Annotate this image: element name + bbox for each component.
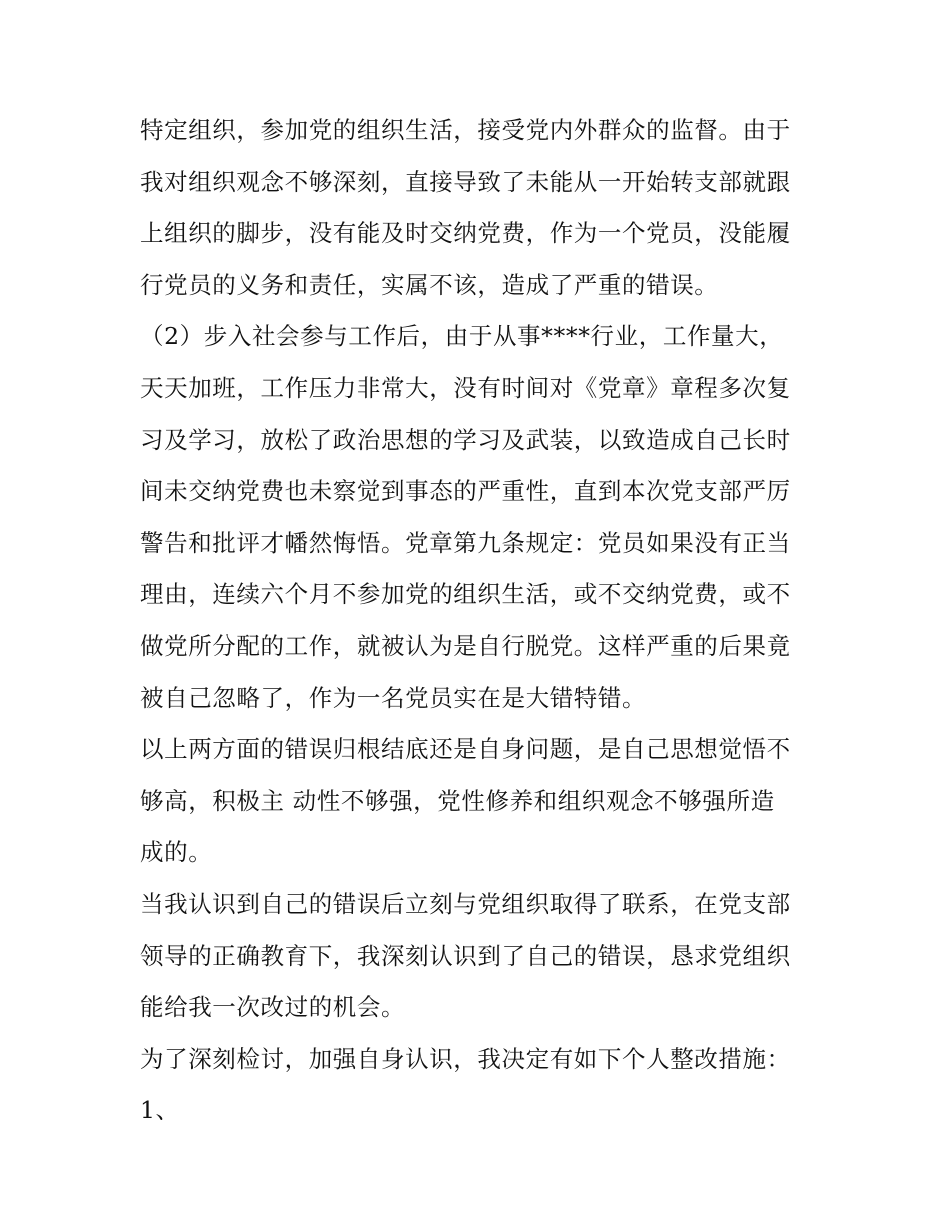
text-line: 为了深刻检讨，加强自身认识，我决定有如下个人整改措施： xyxy=(140,1044,791,1073)
text-line: 天天加班，工作压力非常大，没有时间对《党章》章程多次复 xyxy=(140,373,791,402)
text-line: （2）步入社会参与工作后，由于从事****行业，工作量大， xyxy=(140,322,784,351)
text-line: 警告和批评才幡然悔悟。党章第九条规定：党员如果没有正当 xyxy=(140,528,791,557)
text-line: 被自己忽略了，作为一名党员实在是大错特错。 xyxy=(140,683,647,712)
text-line: 上组织的脚步，没有能及时交纳党费，作为一个党员，没能履 xyxy=(140,219,791,248)
text-line: 间未交纳党费也未察觉到事态的严重性，直到本次党支部严厉 xyxy=(140,477,791,506)
text-line: 行党员的义务和责任，实属不该，造成了严重的错误。 xyxy=(140,270,719,299)
document-body xyxy=(140,110,830,1142)
text-line: 成的。 xyxy=(140,838,213,867)
text-line: 当我认识到自己的错误后立刻与党组织取得了联系，在党支部 xyxy=(140,889,791,918)
text-line: 做党所分配的工作，就被认为是自行脱党。这样严重的后果竟 xyxy=(140,631,791,660)
text-line: 习及学习，放松了政治思想的学习及武装，以致造成自己长时 xyxy=(140,425,791,454)
text-line: 能给我一次改过的机会。 xyxy=(140,993,406,1022)
text-line: 以上两方面的错误归根结底还是自身问题，是自己思想觉悟不 xyxy=(140,735,791,764)
text-line: 特定组织，参加党的组织生活，接受党内外群众的监督。由于 xyxy=(140,116,791,144)
text-line: 1、 xyxy=(140,1096,180,1125)
text-line: 理由，连续六个月不参加党的组织生活，或不交纳党费，或不 xyxy=(140,580,791,609)
text-line: 我对组织观念不够深刻，直接导致了未能从一开始转支部就跟 xyxy=(140,167,791,196)
text-line: 领导的正确教育下，我深刻认识到了自己的错误，恳求党组织 xyxy=(140,941,791,970)
text-line: 够高，积极主 动性不够强，党性修养和组织观念不够强所造 xyxy=(140,786,775,815)
